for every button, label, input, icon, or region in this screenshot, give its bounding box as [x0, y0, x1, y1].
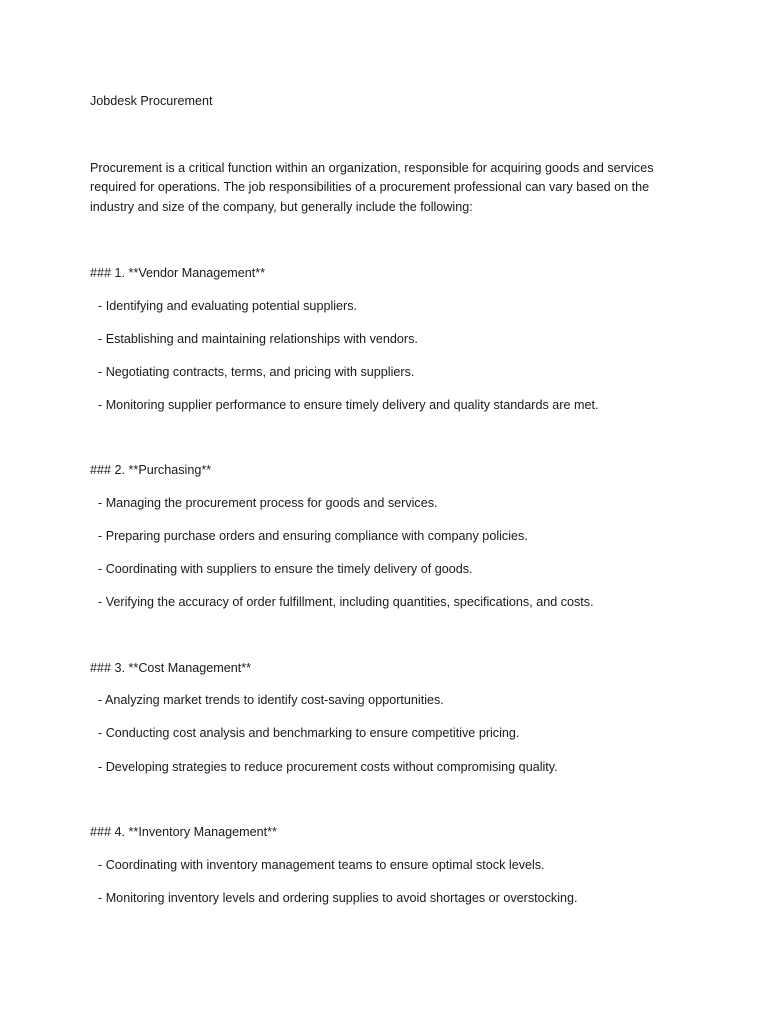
list-item: - Identifying and evaluating potential suppliers. — [98, 299, 358, 313]
section-heading-inventory-management: ### 4. **Inventory Management** — [90, 825, 277, 839]
list-item: - Conducting cost analysis and benchmarking to ensure competitive pricing. — [98, 726, 520, 740]
list-item: - Coordinating with inventory management teams to ensure optimal stock levels. — [98, 858, 545, 872]
list-item: - Analyzing market trends to identify cost-saving opportunities. — [98, 693, 444, 707]
section-heading-vendor-management: ### 1. **Vendor Management** — [90, 266, 266, 280]
list-item: - Establishing and maintaining relationships with vendors. — [98, 332, 418, 346]
section-heading-cost-management: ### 3. **Cost Management** — [90, 661, 252, 675]
list-item: - Verifying the accuracy of order fulfillment, including quantities, specifications, and costs. — [98, 595, 594, 609]
list-item: - Preparing purchase orders and ensuring compliance with company policies. — [98, 529, 528, 543]
list-item: - Coordinating with suppliers to ensure the timely delivery of goods. — [98, 562, 473, 576]
intro-line: Procurement is a critical function within an organization, responsible for acquiring goods and services — [90, 161, 654, 175]
list-item: - Negotiating contracts, terms, and pricing with suppliers. — [98, 365, 415, 379]
intro-line: required for operations. The job responsibilities of a procurement professional can vary based on the — [90, 180, 650, 195]
intro-paragraph — [90, 159, 675, 217]
list-item: - Monitoring supplier performance to ensure timely delivery and quality standards are met. — [98, 398, 599, 412]
list-item: - Managing the procurement process for goods and services. — [98, 496, 438, 510]
document-title: Jobdesk Procurement — [90, 94, 213, 108]
list-item: - Developing strategies to reduce procurement costs without compromising quality. — [98, 760, 558, 774]
list-item: - Monitoring inventory levels and ordering supplies to avoid shortages or overstocking. — [98, 891, 578, 905]
section-heading-purchasing: ### 2. **Purchasing** — [90, 463, 212, 477]
intro-line: industry and size of the company, but generally include the following: — [90, 199, 473, 214]
